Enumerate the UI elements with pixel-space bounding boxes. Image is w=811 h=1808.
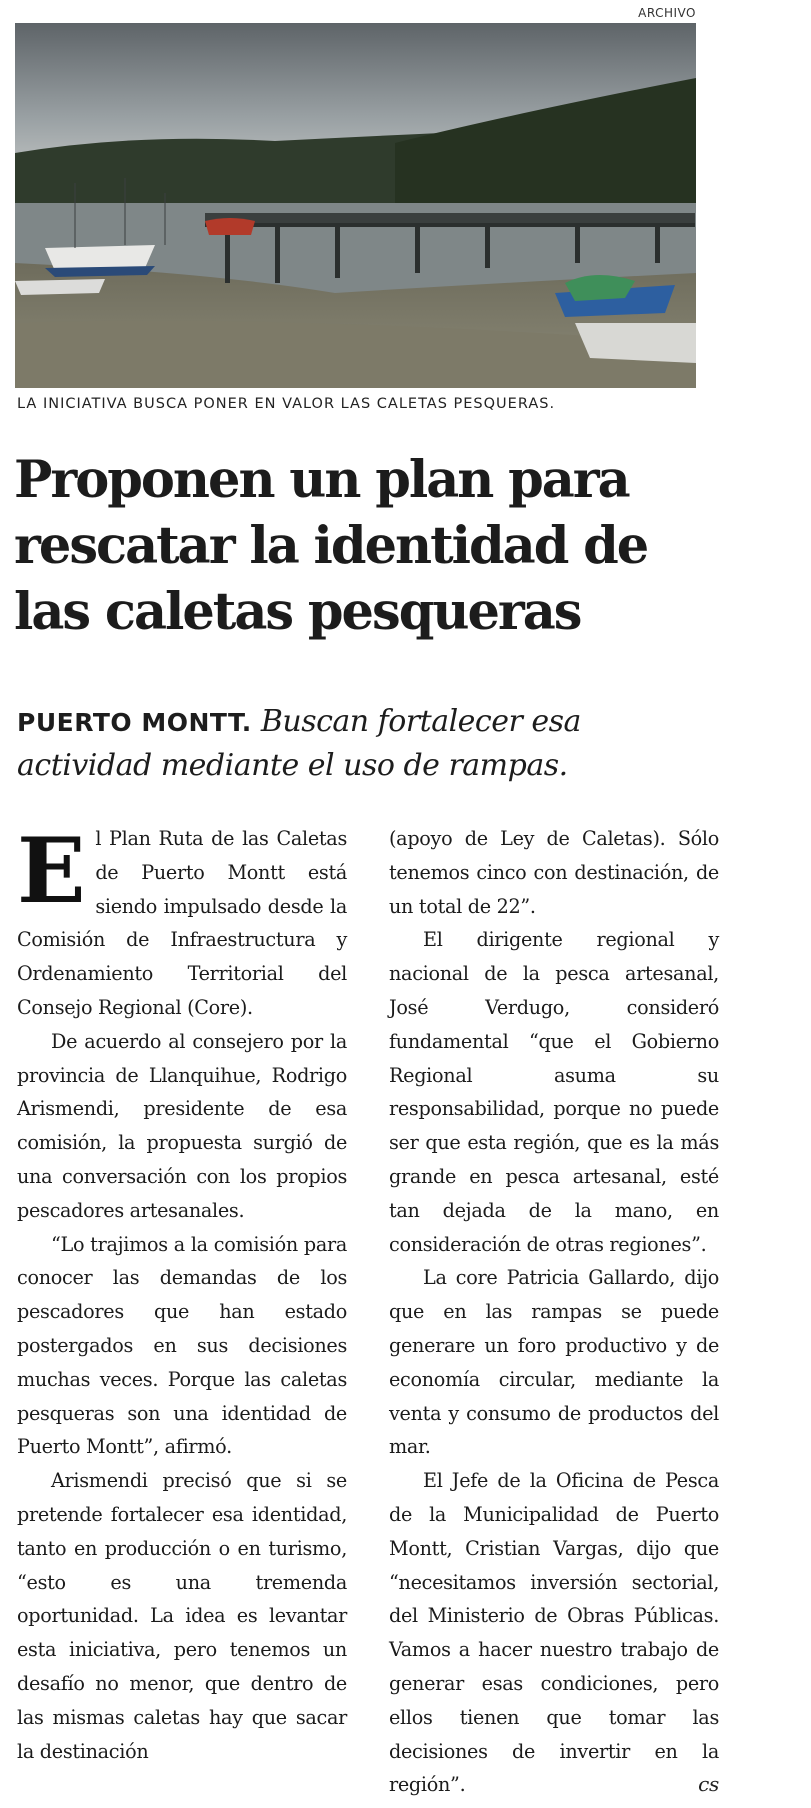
location-label: PUERTO MONTT. — [17, 708, 252, 737]
body-paragraph: El dirigente regional y nacional de la pesca artesanal, José Verdugo, consideró fundamental “que el Gobierno Regional asuma su responsabilidad, porque no puede ser que esta región, que es la más grande en pesca artesanal, esté tan dejada de la mano, en consideración de otras regiones”. — [389, 928, 719, 1256]
subheadline-block — [17, 700, 707, 787]
body-paragraph: La core Patricia Gallardo, dijo que en las rampas se puede generare un foro productivo y de economía circular, mediante la venta y consumo de productos del mar. — [389, 1266, 719, 1459]
photo-caption: LA INICIATIVA BUSCA PONER EN VALOR LAS CALETAS PESQUERAS. — [17, 396, 556, 412]
end-mark: cs — [698, 1772, 719, 1797]
body-paragraph: “Lo trajimos a la comisión para conocer las demandas de los pescadores que han estado postergados en sus decisiones muchas veces. Porque las caletas pesqueras son una identidad de Puerto Montt”, afirmó. — [17, 1232, 347, 1459]
body-paragraph: De acuerdo al consejero por la provincia de Llanquihue, Rodrigo Arismendi, presidente de esa comisión, la propuesta surgió de una conversación con los propios pescadores artesanales. — [17, 1029, 347, 1222]
column-left — [17, 818, 347, 1768]
body-paragraph: (apoyo de Ley de Caletas). Sólo tenemos cinco con destinación, de un total de 22”. — [389, 827, 719, 918]
photo-credit: ARCHIVO — [638, 6, 696, 20]
body-paragraph: El Jefe de la Oficina de Pesca de la Municipalidad de Puerto Montt, Cristian Vargas, dijo que “necesitamos inversión sectorial, del Ministerio de Obras Públicas. Vamos a hacer nuestro trabajo de generar esas condiciones, pero ellos tienen que tomar las decisiones de invertir en la región”. cs — [389, 1464, 719, 1802]
column-right — [389, 822, 719, 1802]
body-paragraph: Arismendi precisó que si se pretende fortalecer esa identidad, tanto en producción o en turismo, “esto es una tremenda oportunidad. La idea es levantar esta iniciativa, pero tenemos un desafío no menor, que dentro de las mismas caletas hay que sacar la destinación — [17, 1469, 347, 1763]
body-paragraph: El Plan Ruta de las Caletas de Puerto Montt está siendo impulsado desde la Comisión de Infraestructura y Ordenamiento Territorial del Consejo Regional (Core). — [17, 818, 347, 1019]
drop-cap: E — [17, 818, 86, 924]
article-body — [17, 818, 719, 1797]
harbor-photo — [15, 23, 696, 388]
subheadline: Buscan fortalecer esa actividad mediante el uso de rampas. — [17, 704, 581, 783]
headline: Proponen un plan para rescatar la identidad de las caletas pesqueras — [14, 450, 648, 642]
